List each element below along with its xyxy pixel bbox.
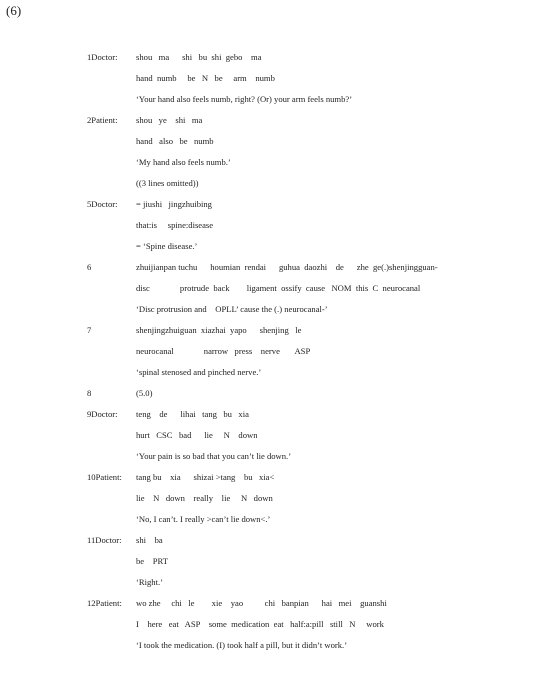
translation-line: ‘Your pain is so bad that you can’t lie down.’	[136, 451, 292, 461]
translation-line: ‘I took the medication. (I) took half a pill, but it didn’t work.’	[136, 640, 348, 650]
romanization-line: tang bu xia shizai >tang bu xia<	[136, 472, 275, 482]
romanization-line: = jiushi jingzhuibing	[136, 199, 212, 209]
translation-line: ‘My hand also feels numb.’	[136, 157, 231, 167]
romanization-line: shou ye shi ma	[136, 115, 203, 125]
translation-line: ‘spinal stenosed and pinched nerve.’	[136, 367, 262, 377]
romanization-line: shou ma shi bu shi gebo ma	[136, 52, 262, 62]
gloss-line: hand also be numb	[136, 136, 214, 146]
gloss-line: that:is spine:disease	[136, 220, 214, 230]
romanization-line: shi ba	[136, 535, 163, 545]
translation-line: ‘Right.’	[136, 577, 163, 587]
speaker-label: 2Patient:	[87, 115, 118, 125]
gloss-line: I here eat ASP some medication eat half:a:pill still N work	[136, 619, 384, 629]
speaker-label: 10Patient:	[87, 472, 122, 482]
translation-line: ‘Your hand also feels numb, right? (Or) your arm feels numb?’	[136, 94, 353, 104]
romanization-line: wo zhe chi le xie yao chi banpian hai mei guanshi	[136, 598, 387, 608]
gloss-line: disc protrude back ligament ossify cause NOM this C neurocanal	[136, 283, 421, 293]
translation-line: = ‘Spine disease.’	[136, 241, 198, 251]
speaker-label: 5Doctor:	[87, 199, 118, 209]
line-number: 6	[87, 262, 92, 272]
translation-line: ‘No, I can’t. I really >can’t lie down<.’	[136, 514, 271, 524]
speaker-label: 12Patient:	[87, 598, 122, 608]
gloss-line: hurt CSC bad lie N down	[136, 430, 258, 440]
gloss-line: be PRT	[136, 556, 168, 566]
translation-line: ‘Disc protrusion and OPLL’ cause the (.) neurocanal-’	[136, 304, 328, 314]
line-number: 8	[87, 388, 92, 398]
example-number: (6)	[6, 3, 22, 18]
omission-note: ((3 lines omitted))	[136, 178, 199, 188]
pause-note: (5.0)	[136, 388, 153, 398]
gloss-line: lie N down really lie N down	[136, 493, 273, 503]
gloss-line: neurocanal narrow press nerve ASP	[136, 346, 311, 356]
speaker-label: 1Doctor:	[87, 52, 118, 62]
speaker-label: 9Doctor:	[87, 409, 118, 419]
speaker-label: 11Doctor:	[87, 535, 122, 545]
romanization-line: shenjingzhuiguan xiazhai yapo shenjing le	[136, 325, 302, 335]
romanization-line: zhuijianpan tuchu houmian rendai guhua daozhi de zhe ge(.)shenjingguan-	[136, 262, 438, 272]
romanization-line: teng de lihai tang bu xia	[136, 409, 249, 419]
line-number: 7	[87, 325, 92, 335]
gloss-line: hand numb be N be arm numb	[136, 73, 275, 83]
